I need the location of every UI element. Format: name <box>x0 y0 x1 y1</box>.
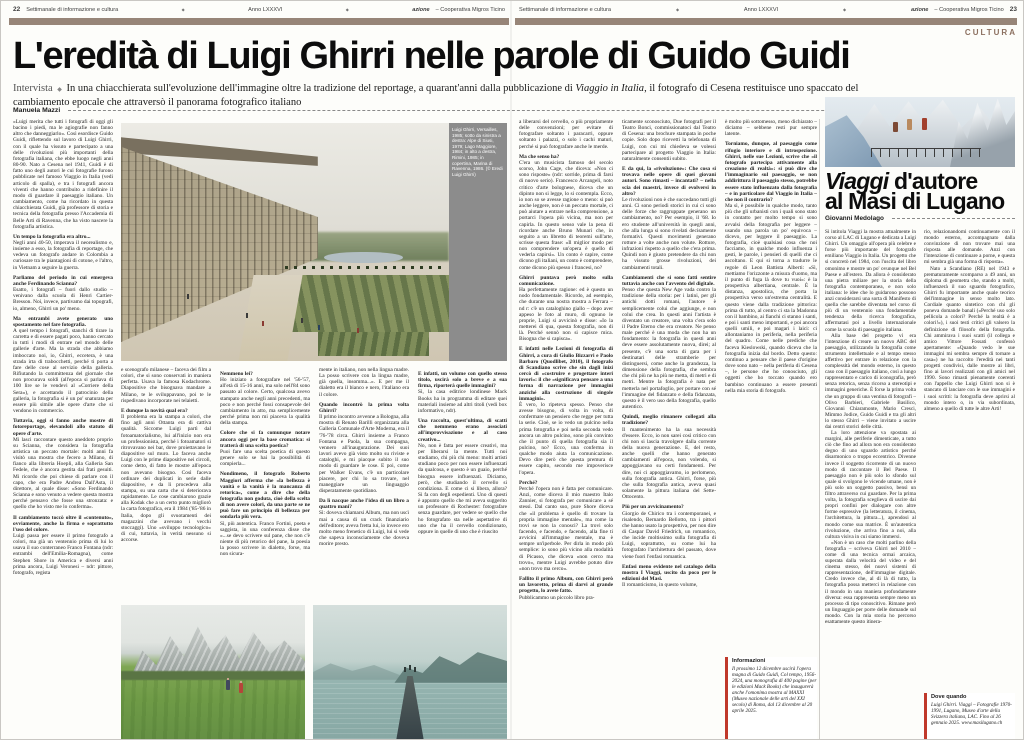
interview-question: Quando incontrò la prima volta Ghirri? <box>319 401 409 414</box>
body-paragraph: Il romanticismo, in questo volume, <box>622 582 698 589</box>
far-shore <box>313 653 400 680</box>
dolomites-peaks <box>132 621 305 675</box>
info-box-body: Il prossimo 12 dicembre uscirà l'opera magna di Guido Guidi, Col tempo, 1956-2024, una monografia di 400 pagine (per le edizioni Mack Books) che inaugurerà anche l'omonima mostra al MAXXI (Museo nazionale delle arti del XXI secolo) di Roma, dal 13 dicembre al 20 aprile 2025. <box>732 666 817 714</box>
forest-band <box>121 671 305 680</box>
sidebar-title-rest: d'autore <box>888 168 978 194</box>
body-paragraph: Il primo incontro avvenne a Bologna, alla mostra di Renato Barilli organizzata alla Galleria Comunale d'Arte Moderna, era il '76-'78 circa. Ghirri insieme a Franco Fontana e Paola, la sua compagna, vennero all'inaugurazione. Dei suoi lavori avevo già visto molto su riviste e cataloghi, e mi piacque subito il suo modo di guardare le cose. E poi, come per Walker Evans, c'è un particolare piacere, per chi lo sa trovare, nel maneggiare un linguaggio disperatamente quotidiano. <box>319 414 409 494</box>
headline: L'eredità di Luigi Ghirri nelle parole di Guido Guidi <box>13 35 850 77</box>
body-paragraph: Nato a Scandiano (RE) nel 1943 e prematuramente scomparso a 49 anni, un diploma di geometra che, stando a molti, influenzerà il suo sguardo fotografico, Ghirri fu importante anche quale teorico dell'immagine in senso molto lato. Cordiale quanto sintetico con chi gli poneva domande banali («Perché uso solo pellicola a colori? Perché la realtà è a colori!»), i suoi testi critici gli valsero la definizione di filosofo della fotografia. Chi ammirava i suoi scatti (il collega e amico Vittore Fossati confessò apertamente: «Quando vedo le sue immagini mi sembra sempre di tornare a casa») ne ha raccolto l'eredità nei tanti progetti condivisi, dalle mostre ai libri, fino ai lavori realizzati con gli amici nel 1990. Sono rimasti pienamente coerenti con l'appello che Luigi Ghirri non si è stancato di lanciare con le sue immagini e i suoi scritti: la fotografia deve aprirsi al mondo intero o, in via subordinata, almeno a quello di tutte le altre Arti! <box>924 265 1015 412</box>
interview-question: Una raccolta, quest'ultima, di scatti che nemmeno erano associati all'improvvisazione e al caso creativo... <box>418 418 507 443</box>
header-rule-right <box>515 18 1017 25</box>
sidebar-byline-rule <box>892 218 1015 219</box>
interview-question: Il cambiamento toccò oltre il «contenuto», ovviamente, anche la firma e soprattutto l'uso del colore. <box>13 514 113 533</box>
page-fold <box>510 1 512 740</box>
byline-row <box>13 107 889 114</box>
person-figure <box>409 665 411 670</box>
interview-question: Quindi, meglio rimanere collegati alla tradizione? <box>622 414 716 427</box>
article-column-4 <box>319 367 409 601</box>
body-paragraph: Perché l'opera non è fatta per comunicare. Anzi, come diceva il mio maestro Italo Zannier, si fotografa per comunicare a sé stessi. Dal canto suo, pure Shore diceva che «il problema è quello di trovare la propria immagine mentale», ma come la trovi se non la conosci? La trovi solo facendo, e facendo, e facendo, alla fine ti avvicini all'immagine mentale, ma è sempre un'iperbole. Per dirla in modo più semplice: io sono più vicino alla modalità di Picasso, che diceva «non cerco ma trovo», mentre Luigi avrebbe potuto dire «non trovo ma cerco». <box>519 485 613 572</box>
body-paragraph: Sì: doveva chiamarsi Album, ma non uscì mai a causa di un crack finanziario dell'editore; aveva fretta lui, io invece ero molto meno frenetico di Luigi, lui si vede che sapeva inconsciamente che doveva morire presto. <box>319 510 409 548</box>
photo-caption: Luigi Ghirri, Versailles, 1985; sotto da sinistra a destra: Alpe di Siusi, 1979; Lago Maggiore, 1984; in alto a destra, Rimini, 1985; in copertina, Marina di Ravenna, 1986. (© Eredi Luigi Ghirri) <box>449 123 507 361</box>
section-label: CULTURA <box>964 28 1017 37</box>
body-paragraph: «Non è un caso che molti parlino della fotografia – scriveva Ghirri nel 2010 – come di una tecnica ormai arcaica, superata dalla velocità del video e del cinema stesso, dei nuovi sistemi di rappresentazione, dell'immagine digitale. Credo invece che, al di là di tutto, la fotografia possa metterci in relazione con il mondo in una maniera profondamente diversa: essa rappresenta sempre meno un processo di tipo conoscitivo. Rimane però un linguaggio per porre delle domande sul mondo. Con la mia storia ho percorso esattamente questo itinera- <box>825 539 916 625</box>
info-box <box>725 657 817 739</box>
masthead-left <box>13 6 505 16</box>
body-paragraph: Ho iniziato a fotografare nel '56-'57, all'età di 15-16 anni, ma solo nell'84 sono passato al colore. Certo, qualcosa avevo stampato anche negli anni precedenti, ma poco e non perché fossi consapevole del cambiamento in atto, ma semplicemente perché prima non mi piaceva la qualità della stampa. <box>220 377 310 427</box>
sidebar-byline: Giovanni Medolago <box>825 215 884 222</box>
sidebar-title <box>825 168 1017 214</box>
snow-streaks <box>132 621 305 675</box>
interview-question: Ma che senso ha? <box>519 153 560 160</box>
diamond-icon: ◆ <box>843 7 847 12</box>
interview-question: Da lì nacque anche l'idea di un libro a quattro mani? <box>319 498 409 511</box>
interview-question: Enfasi meno evidente nel catalogo della mostra I Viaggi, uscito da poco per le edizioni del Masi. <box>622 563 716 583</box>
body-paragraph: C'era un musicista famoso del secolo scorso, John Cage, che diceva: «Non ci sono risposte» (ndr: sorride, prima di farsi di nuovo serio). Francesco Arcangeli, noto critico d'arte bolognese, diceva che un dipinto non si legge, lo si contempla. Ecco, io non so se avesse ragione o meno: si può anche leggere, non è un peccato mortale, ci può aiutare a entrare nella comprensione, a portarci l'opera più vicina, ma non per capirla. In questo senso vale la pena di ricordare anche Bruno Munari che, in seguito a un libretto di teoremi sull'arte, scrisse questa frase: «Il miglior modo per non comprendere un'opera è quello di vederla capirsi». Un conto è capire, come dicono gli italiani, un conto è comprendere, come dicono più spesso i francesi, no? <box>519 159 613 271</box>
hedge-row <box>285 266 442 269</box>
sidebar-title-italic: Viaggi <box>825 168 889 194</box>
masthead-brand: azione <box>412 7 430 13</box>
diamond-icon: ◆ <box>345 7 349 12</box>
body-paragraph: Mi lasci raccontare questo aneddoto proprio su Scianna, che considera la fotografia artistica un peccato mortale: molti anni fa visitò una mostra che fecero a Milano, di fianco alla libreria Hoepli, alla Galleria San Fedele, che è ancora gestita dai frati gesuiti. Mi ricordo che poi chiese di parlare con il capo, che era Padre Andrea Dall'Asta, il direttore, al quale disse: «Sono Ferdinando Scianna e sono venuto a vedere questa mostra perché pensavo che fosse una stronzata: e quello che ho visto me lo conferma». <box>13 436 113 511</box>
body-paragraph: Esatto, i fotografi – fuori dallo studio – venivano dalla scuola di Henri Cartier-Bresson. Noi, invece, partivamo dai topografi, io, almeno, Ghirri un po' meno. <box>13 287 113 312</box>
body-paragraph: A quel tempo i fotografi, stanchi di tirare la carretta e di essere pagati poco, hanno cercato in tutti i modi di entrare nel mondo delle gallerie d'arte. Ma la strada che abbiamo imboccato noi, io, Ghirri, eccetera, è una strada irta di trabocchetti, perché ti porta a fare delle cose al servizio della galleria. Rifiutando la committenza del giornale che non procurava soldi (all'epoca si parlava di 100 lire se le vendevi al «Corriere della Sera»), e accettando il patrocinio della galleria, la fotografia si è un po' snaturata per essere più simile alle opere d'arte che si vendono in commercio. <box>13 328 113 415</box>
interview-question: Perché? <box>519 479 538 486</box>
interview-question: Nondimeno, il fotografo Roberto Maggiori afferma che «la bellezza è vanità e la vanità è la mancanza di retorica», come a dire che della fotografia non goduta, cioè della scelta di non avere colori, da una parte se ne può fare un principio di bellezza per sondarla più vera. <box>220 471 310 521</box>
body-paragraph: Sì, la casa editrice londinese Mack Books ha in programma di editare quei materiali insieme ad altri titoli (vedi box informativo, ndr). <box>418 389 507 414</box>
body-paragraph: Luigi passa per essere il primo fotografo a colori, ma già un ventennio prima di lui lo usava il suo conterraneo Franco Fontana (ndr: entrambi dell'Emilia-Romagna), come Stephen Shore in America e diversi anni prima ancora, Luigi Veronesi – ndr: pittore, fotografo, regista <box>13 533 113 576</box>
interview-question: Torniamo, dunque, al paesaggio come rifugio interiore e di introspezione. Ghirri, nelle sue Lezioni, scrive che «il fotografo partecipa attivamente alla creazione di realtà»: si può dire che l'immaginario sul paesaggio, se non addirittura il paesaggio stesso, potrebbe essere stato influenzato dalla fotografia – e in particolare dal Viaggio in Italia – che non il contrario? <box>725 141 817 203</box>
garden-pond <box>324 252 403 264</box>
person-figure <box>187 294 189 299</box>
person-figure <box>262 321 264 326</box>
standfirst-book-title: Viaggio in Italia <box>575 83 645 94</box>
person-figure <box>357 328 359 333</box>
body-paragraph: Giorgio de Chirico tra i contemporanei, e risalendo, Bernardo Bellotto, tra i pittori che hanno usato la prospettiva, per non dire di Caspar David Friedrich, un romantico, che incide moltissimo sulla fotografia di Luigi, soprattutto, su come lui ha fotografato l'architettura del passato, dove viene fuori l'enfasi romantica. <box>622 510 716 560</box>
diamond-icon: ◆ <box>181 7 185 12</box>
visitor-figure <box>893 122 898 132</box>
diamond-icon: ◆ <box>675 7 680 12</box>
interview-question: Ma entrambi avete generato uno spostamento nel fare fotografia. <box>13 315 113 328</box>
page-number-left: 22 <box>13 6 21 13</box>
interview-question: E infatti nelle Lezioni di fotografia di Ghirri, a cura di Giulio Bizzarri e Paolo Barbaro (Quodlibet, 2010), il fotografo di Scandiano scrive che sin dagli inizi cercò di «costruire e progettare interi lavori»: il che «significava pensare a una forma di narrazione per immagini anziché alla costruzione di singole immagini». <box>519 346 613 402</box>
masthead-year: Anno LXXXVI <box>248 7 283 13</box>
body-paragraph: Alla base del progetto vi era l'intenzione di creare un nuovo ABC del paesaggio, utilizzando la fotografia come strumento intellettuale e al tempo stesso affettivo per entrare in relazione con la complessità del mondo esterno, in questo caso con il paesaggio italiano, così a lungo rappresentato e carico di iconografia, però senza retorica, senza ricorso a stereotipi e immagini generiche. È forse la prima volta che un gruppo di una ventina di fotografi – Olivo Barbieri, Gabriele Basilico, Giovanni Chiaramonte, Mario Cresci, Mimmo Jodice, Guido Guidi e tra gli altri lo stesso Ghirri – viene invitato a uscire dai centri storici delle città. <box>825 332 916 430</box>
body-paragraph: No, non è fatta per essere creativi, ma per liberarsi la mente. Tutti noi studiamo, chi più chi meno: molti artisti studiano poco per non essere influenzati da qualcosa, e questo è un guaio, perché bisogna essere influenzati. Diciamo, però, che studiando il cervello si condiziona. E come ci si libera, allora? Si fa con degli espedienti. Uno di questi è appunto quello che mi aveva suggerito un professore di Rochester: fotografare senza guardare, per vedere se quello che ho fotografato sta nelle aspettative di uno che ha il cervello condizionato, oppure in quelle di uno che è riuscito <box>418 442 507 535</box>
interview-question: Cambiamenti che si sono fatti sentire tuttavia anche con l'avvento del digitale. <box>622 274 716 287</box>
interview-question: Parliamo del periodo in cui emergeva anche Ferdinando Scianna? <box>13 274 113 287</box>
article-column-3 <box>220 367 310 601</box>
diamond-icon: ◆ <box>57 87 62 93</box>
body-paragraph: Ma sì, è possibile in qualche modo, tanto più che gli urbanisti con i quali sono stato in contatto per molto tempo si sono avvalsi della fotografia per leggere – usando una parola un po' equivoca – dicevo, per leggere il paesaggio. La fotografia, cioè qualsiasi cosa che noi facciamo, in qualche modo influenza i gesti, le parole, i pensieri di quelli che ci ascoltano. E qui si torna a tradurre le regole di Leon Battista Alberti: «Sì, mettiamo l'orizzonte a misura d'uomo, ma il punto di fuga là dove tu vuoi»: è la prospettiva albertiana, centrale. È la distanza, apostolica, che porta la prospettiva verso un'estrema centralità. E questo viene dalla tradizione pittorica: prima di tutto, al centro ci sta la Madonna con il bambino, ai fianchi ci stanno i santi, e poi i santi meno importanti, e poi ancora quelli umili, e poi magari i laici: ci allontaniamo in periferia, nella periferia del quadro. Come nelle prediche che faceva Kieslowski, quando diceva che la fotografia inizia dal bordo. Detto questo: continuo a pensare che il paese d'origine dove sono nato – nella periferia di Cesena –, le persone che ho conosciuto, gli oggetti che ho toccato quando ero bambino continuano a essere presenti nella mia storia di fotografo. <box>725 203 817 394</box>
body-paragraph: Negli anni 40-50, imperava il neorealismo e, insieme a esso, la fotografia di reportage, che vedeva un fotografo andare in Colombia a curiosare tra le piantagioni di cotone, e l'altro, in Vietnam a seguire la guerra. <box>13 239 113 271</box>
byline-rule <box>68 110 889 111</box>
interview-question: Colore che si fa comunque notare ancora oggi per la base cromatica: si tratterà di una scelta poetica? <box>220 430 310 449</box>
person-figure <box>246 313 248 318</box>
article-column-6 <box>519 119 613 739</box>
where-when-title: Dove quando <box>931 694 967 700</box>
body-paragraph: Puoi fare una scelta poetica di questo genere solo se hai la possibilità di compierla... <box>220 448 310 468</box>
interview-question: Un tempo la fotografia era altro... <box>13 233 91 240</box>
masthead-brand-rest: – Cooperativa Migros Ticino <box>435 7 505 13</box>
hiker-figure <box>226 680 230 690</box>
interview-question: Fallito il primo Album, con Ghirri però un lavoretto, prima di darvi al grande progetto, lo avete fatto. <box>519 576 613 595</box>
masthead-brand-rest: – Cooperativa Migros Ticino <box>934 7 1004 13</box>
body-paragraph: La loro attenzione va spostata ai margini, alle periferie dimenticate, a tutto ciò che fino ad allora non era considerato degno di uno sguardo artistico perché disarmonico o troppo eccentrico. Divenne invece il soggetto ricorrente di un nuovo modo di raccontare il Bel Paese. Il paesaggio non è più solo lo sfondo sul quale si svolgono le vicende umane, non è più solo un soggetto passivo, bensì un filtro attraverso cui guardare. Per la prima volta, la fotografia sceglieva di uscire dai propri confini per dialogare con altre forme espressive (la letteratura, il cinema, l'architettura, la pittura...), aprendosi al mondo come sua matrice. È un'autentica rivoluzione, che arriva fino a noi, alla cultura visiva in cui siamo immersi. <box>825 430 916 540</box>
body-paragraph: Si intitola Viaggi la mostra attualmente in corso al LAC di Lugano e dedicata a Luigi Ghirri. Un omaggio all'opera più celebre e forse più importante del fotografo emiliano Viaggio in Italia. Un progetto che si concretò nel 1984, con l'uscita del libro omonimo e mostre un po' ovunque nel Bel Paese e all'estero. Da allora è considerato una pietra miliare per la storia della fotografia contemporanea, e non solo italiana: le idee che lo guidarono possono anzi considerarsi una sorta di Manifesto di quella che sarebbe diventata nel corso di più di un ventennio una fondamentale tendenza della ricerca fotografica, affermatasi poi a livello internazionale come la scuola di paesaggio italiana. <box>825 229 916 333</box>
lago-maggiore-photo <box>313 605 507 739</box>
versailles-photo <box>121 123 449 361</box>
masthead-right <box>519 6 1017 16</box>
interview-question: E dunque la novità qual era? <box>121 407 188 414</box>
body-paragraph: è molto più sottomesso, meno dichiarato – diciamo – sebbene resti pur sempre latente. <box>725 119 817 138</box>
meadow-texture <box>121 680 305 739</box>
body-paragraph: Il mantenimento ha la sua necessità d'essere. Ecco, io non sarei così critico con chi non si lascia travolgere dalla corrente della nuova generazione. E, del resto, anche quelli che hanno generato cambiamenti all'epoca, non volendo, si appoggiavano su certi fondamenti. Per dire, noi ci appoggiavamo, io perlomeno, sulla fotografia antica. Ghirri, forse, più che sulla fotografia antica, aveva quasi solamente la pittura italiana del Sette-Ottocento. <box>622 426 716 501</box>
body-paragraph: È vero, lo ripeteva spesso. Penso che avesse bisogno, di volta in volta, di confermare un pensiero che regge per tutta la serie. Cioè, se io vedo un pulcino nella prima fotografia e poi nella seconda vedo ancora un altro pulcino, sono più convinto che il punto di quella fotografia sia il pulcino, no? Ecco, una conferma in qualche modo aiuta la comunicazione. Devo dire però che questa premura di essere capito, secondo me impoverisce l'opera. <box>519 401 613 476</box>
body-paragraph: Ha perfettamente ragione: ed è questo un nodo fondamentale. Ricordo, ad esempio, che durante una nostra mostra a Ferrara – nd r: c'è un cataloghino giallo – dopo aver appeso le foto al muro, di ognuno le proprie, Luigi si avvicinò e disse: «Io la metterei di qua, questa fotografia, non di là. Perché sennò non si capisce mica. Bisogna che si capisca». <box>519 287 613 343</box>
masthead-tagline: Settimanale di informazione e cultura <box>519 7 612 13</box>
main-photo-block <box>121 123 507 361</box>
sidebar-column-a <box>825 229 916 739</box>
body-paragraph: Penso che questa New Age vada contro la tradizione della storia: per i latini, per gli antichi dotti romani, l'autore è semplicemente colui che aggiunge, e non colui che crea. In questi anni l'artista è diventato un creatore, una volta c'era solo il Padre Eterno che era creatore. Ne penso male perché è una moda che non ha un fondamento: la fotografia in questi anni deve essere assolutamente nuova, direi; al presente, c'è una sorta di gara per i destinatari delle stramberie per distinguersi, come anche la grandezza, la dimensione della fotografia, che sembra che chi più ne ha più ne metta, di metri e di metri. Mentre la fotografia è nata per metterla nel portafoglio, per portare con sé l'immagine del fidanzato e della fidanzata, questo è il vero uso della fotografia, quello autentico. <box>622 287 716 411</box>
sidebar-column-b <box>924 229 1015 689</box>
sidebar-photo-glacier <box>825 97 1015 167</box>
terrace-railing <box>871 148 981 157</box>
body-paragraph: «Luigi merita che tutti i fotografi di oggi gli bacino i piedi, ma le agiografie non fanno altro che danneggiarlo». Così esordisce Guido Guidi, riflettendo sul lavoro di Luigi Ghirri, con il quale ha vissuto e partecipato a una delle rivoluzioni più importanti della fotografia italiana, che ebbe luogo negli anni 80-90. Nato a Cesena nel 1941, Guidi è di fatto uno degli autori le cui fotografie furono pubblicate nel famoso Viaggio in Italia (vedi articolo di spalla), e tra i fotografi ancora viventi che hanno contribuito a ridefinire il modo di guardare il paesaggio italiano. Un cambiamento, come ha ricordato in questa chiacchierata Guidi, già professore di storia e tecnica della fotografia presso l'Accademia di Belle Arti di Ravenna, che ha visto nascere la fotografia artistica. <box>13 119 113 230</box>
body-paragraph: mente in italiano, non nella lingua madre. La posso scrivere con la lingua madre, già quella, insomma...». E per me il dialetto era il bianco e nero, l'italiano era il colore. <box>319 367 409 398</box>
article-column-8 <box>725 119 817 653</box>
interview-question: Ghirri puntava però molto sulla comunicazione. <box>519 274 613 287</box>
body-paragraph: rio, relazionandomi continuamente con il mondo esterno, accompagnato dalla convinzione di non trovare mai una risposta alle domande. Anzi con l'intenzione di continuare a porne, e questa mi sembra già una forma di risposta». <box>924 229 1015 266</box>
parterre-garden <box>292 275 449 332</box>
person-figure <box>318 325 320 330</box>
body-paragraph: ticamente sconosciuto, Due fotografi per il Teatro Bonci, commissionatoci dal Teatro di Cesena: una brochure stampata in poche copie. Solo dopo ricevetti la telefonata di Luigi, con cui mi chiedeva se volessi partecipare al progetto Viaggio in Italia: naturalmente consentii subito. <box>622 119 716 162</box>
interview-question: E da qui, la «rivoluzione»: Che cosa si trovava nelle opere di quei giovani autori. Sono rimasti – incantati? – nella scia dei maestri, invece di evolversi in altro? <box>622 166 716 197</box>
standfirst-label: Intervista <box>13 83 53 94</box>
sidebar-title-line2: al Masi di Lugano <box>825 188 1005 214</box>
where-when-box <box>924 693 1015 739</box>
standfirst-text: , il fotografo di Cesena restituisce uno spaccato del cambiamento epocale che attraversò il panorama fotografico italiano <box>13 83 859 108</box>
info-box-title: Informazioni <box>732 658 766 664</box>
article-column-1 <box>13 119 113 739</box>
interview-question: Nemmeno lei? <box>220 371 253 377</box>
column-divider-rule <box>819 119 820 739</box>
article-column-7 <box>622 119 716 739</box>
sidebar-byline-row <box>825 215 1015 222</box>
parterre-garden <box>318 332 430 356</box>
visitor-figure <box>922 118 927 130</box>
alpe-di-siusi-photo <box>121 605 305 739</box>
page-number-right: 23 <box>1009 6 1017 13</box>
where-when-body: Luigi Ghirri. Viaggi – Fotografie 1970-1991, Lugano, Museo d'arte della Svizzera italiana, LAC. Fino al 26 gennaio 2025. www.masilugano.ch <box>931 702 1012 726</box>
byline: Manuela Mazzi <box>13 107 61 114</box>
article-column-2 <box>121 367 211 601</box>
body-paragraph: Il problema era la stampa a colori, che fino agli anni Ottanta era di cattiva qualità. Siccome Luigi partì dal fotoamatorialismo, lui all'inizio non era un professionista, perché i fotoamatori si ritrovavano nei bar, dove proiettavano le diapositive sul muro. Lo faceva anche Luigi con le prime diapositive nei circoli, come detto, di fatto le mostre all'epoca non avevano bisogno. Così faceva ordinare dei duplicati in serie dalle diapositive, e da lì procedeva alla stampa, su una carta che si deteriorava rapidamente. Le cose cambiarono grazie alla Kodak che a un certo punto migliorò la carta fotografica, era il 1984 ('85-'86 in Italia, dopo gli svuotamenti dei magazzini che avevano i vecchi stoccaggi). Uno «sviluppo tecnologico» di cui, tuttavia, in verità nessuno si accorse. <box>121 414 211 544</box>
body-paragraph: Le rivoluzioni non è che succedano tutti gli anni. Ci sono periodi storici in cui ci sono delle forze che raggruppate generano un cambiamento, no? Per esempio, il '68. Io ero studente all'università in quegli anni, che alla lunga si sono rivelati decisamente formativi. Questi movimenti generano rotture a volte anche non volute. Rotture, infrazioni rispetto a quello che c'era prima. Quindi non è giusto pretendere da chi non ha vissuto grosse rivoluzioni, dei cambiamenti totali. <box>622 196 716 271</box>
person-figure <box>414 667 416 672</box>
header-rule-left <box>9 18 509 25</box>
standfirst-text: In una chiacchierata sull'evoluzione dell'immagine oltre la tradizione del reportage, a quarant'anni dalla pubblicazione di <box>66 83 576 94</box>
hiker-figure <box>239 683 243 693</box>
body-paragraph: Sì, più autentica. Franco Fortini, poeta e saggista, in una conferenza disse che «...se devo scrivere sul pane, che non c'è niente di più retorico del pane, la poesia la posso scrivere in dialetto, forse, ma non sicura- <box>220 520 310 558</box>
visitor-figure <box>907 119 912 130</box>
interview-question: Tuttavia, oggi si fanno anche mostre di fotoreportage, elevandoli allo statuto di opere d'arte. <box>13 418 113 437</box>
interview-question: Più per un avvicinamento? <box>622 504 684 511</box>
person-figure <box>301 318 303 323</box>
body-paragraph: e scenografo milanese – faceva dei film a colori, che si sono conservati in maniera perfetta. Usava la famosa Kodachrome. Diapositive che bisognava mandare a Milano, te le sviluppavano, poi te le rispedivano incorporate nei telaietti. <box>121 367 211 404</box>
masthead-brand: azione <box>910 7 929 13</box>
body-paragraph: a liberarsi del cervello, o più propriamente delle convenzioni; per evitare di fotografare soltanto i paracarri, oppure soltanto i palazzi, o solo i cachi maturi, perché si può fotografare anche le merde. <box>519 119 613 150</box>
gravel-path <box>238 275 302 361</box>
interview-question: E infatti, un volume con quello stesso titolo, uscirà solo a breve e a sua firma, riporterà quelle immagini? <box>418 371 507 390</box>
masthead-year: Anno LXXXVI <box>743 7 779 13</box>
body-paragraph: Pubblicammo un piccolo libro pra- <box>519 594 595 601</box>
masthead-tagline: Settimanale di informazione e cultura <box>26 7 119 13</box>
person-figure <box>404 667 406 672</box>
standfirst <box>13 83 889 108</box>
article-column-5 <box>418 367 507 601</box>
